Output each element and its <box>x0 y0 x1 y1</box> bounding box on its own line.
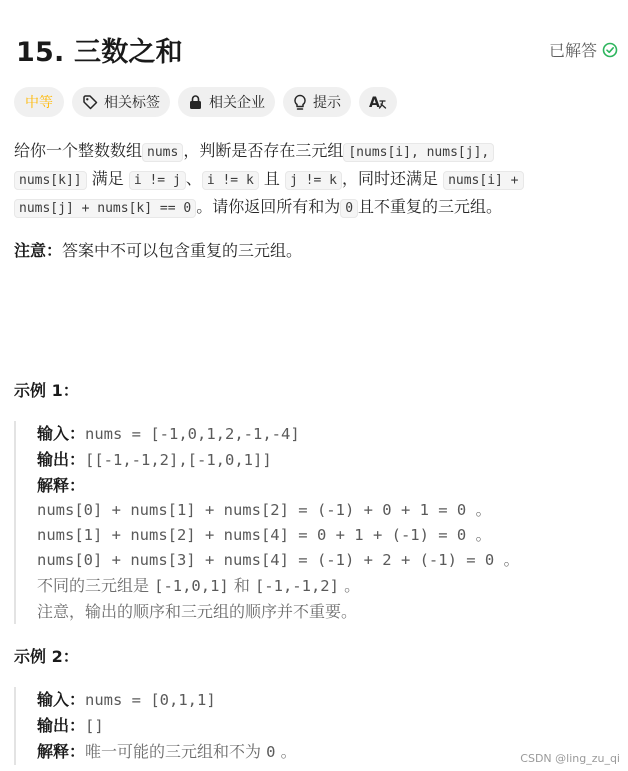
related-companies-button[interactable] <box>178 87 275 117</box>
code-i-ne-k: i != k <box>202 171 259 190</box>
input-value: nums = [-1,0,1,2,-1,-4] <box>85 425 300 443</box>
svg-text:A: A <box>369 95 380 110</box>
example-1-box <box>14 421 519 624</box>
explain-line-2: nums[1] + nums[2] + nums[4] = 0 + 1 + (-1) = 0 。 <box>37 526 492 544</box>
code-nums: nums <box>142 143 183 162</box>
translate-icon <box>369 94 387 110</box>
difficulty-label: 中等 <box>25 95 53 111</box>
explain-text-1: 不同的三元组是 [-1,0,1] 和 [-1,-1,2] 。 <box>37 576 361 595</box>
solved-status[interactable] <box>549 38 618 61</box>
input-value: nums = [0,1,1] <box>85 691 216 709</box>
hint-label: 提示 <box>313 95 341 111</box>
example-1-input <box>37 421 519 447</box>
tag-bar <box>14 87 397 117</box>
problem-description <box>14 138 614 222</box>
output-value: [] <box>85 717 104 735</box>
related-companies-label: 相关企业 <box>209 95 265 111</box>
desc-text-3: 满足 <box>91 169 124 188</box>
desc-sep: 、 <box>185 169 202 188</box>
explain-line-1: nums[0] + nums[1] + nums[2] = (-1) + 0 + 1 = 0 。 <box>37 501 492 519</box>
tag-icon <box>82 94 98 110</box>
explain-line-3: nums[0] + nums[3] + nums[4] = (-1) + 2 + (-1) = 0 。 <box>37 551 520 569</box>
desc-text-4: 且 <box>263 169 280 188</box>
input-label: 输入： <box>37 690 86 709</box>
problem-title: 15. 三数之和 <box>16 37 183 68</box>
code-triplet-b: nums[k]] <box>14 171 87 190</box>
code-triplet-a: [nums[i], nums[j], <box>343 143 494 162</box>
output-label: 输出： <box>37 450 86 469</box>
code-i-ne-j: i != j <box>129 171 186 190</box>
desc-text-5: ，同时还满足 <box>341 169 438 188</box>
desc-text-6: 。请你返回所有和为 <box>196 197 341 216</box>
lock-icon <box>188 94 203 110</box>
code-j-ne-k: j != k <box>285 171 342 190</box>
output-value: [[-1,-1,2],[-1,0,1]] <box>85 451 272 469</box>
lightbulb-icon <box>293 94 307 111</box>
desc-text-1: 给你一个整数数组 <box>14 141 143 160</box>
note-text: 答案中不可以包含重复的三元组。 <box>62 241 303 260</box>
solved-label: 已解答 <box>548 41 597 60</box>
code-zero: 0 <box>340 199 358 218</box>
example-1-explain-label: 解释： <box>37 476 86 495</box>
code-sum-a: nums[i] + <box>443 171 523 190</box>
output-label: 输出： <box>37 716 86 735</box>
desc-text-7: 且不重复的三元组。 <box>358 197 503 216</box>
example-1-title: 示例 1： <box>14 381 79 400</box>
difficulty-badge[interactable] <box>14 87 64 117</box>
hint-button[interactable] <box>283 87 351 117</box>
explain-text-2: 注意，输出的顺序和三元组的顺序并不重要。 <box>37 602 358 621</box>
watermark: CSDN @ling_zu_qi <box>520 752 620 765</box>
code-sum-b: nums[j] + nums[k] == 0 <box>14 199 196 218</box>
desc-text-2: ，判断是否存在三元组 <box>183 141 344 160</box>
translate-button[interactable] <box>359 87 397 117</box>
example-2-output <box>37 713 297 739</box>
check-circle-icon <box>602 42 618 58</box>
related-tags-button[interactable] <box>72 87 170 117</box>
input-label: 输入： <box>37 424 86 443</box>
note <box>14 238 302 264</box>
note-label: 注意： <box>14 241 63 260</box>
example-2-input <box>37 687 297 713</box>
example-2-explain: 解释：唯一可能的三元组和不为 0 。 <box>37 742 297 761</box>
related-tags-label: 相关标签 <box>104 95 160 111</box>
example-2-box <box>14 687 297 765</box>
example-1-output <box>37 447 519 473</box>
example-2-title: 示例 2： <box>14 647 79 666</box>
